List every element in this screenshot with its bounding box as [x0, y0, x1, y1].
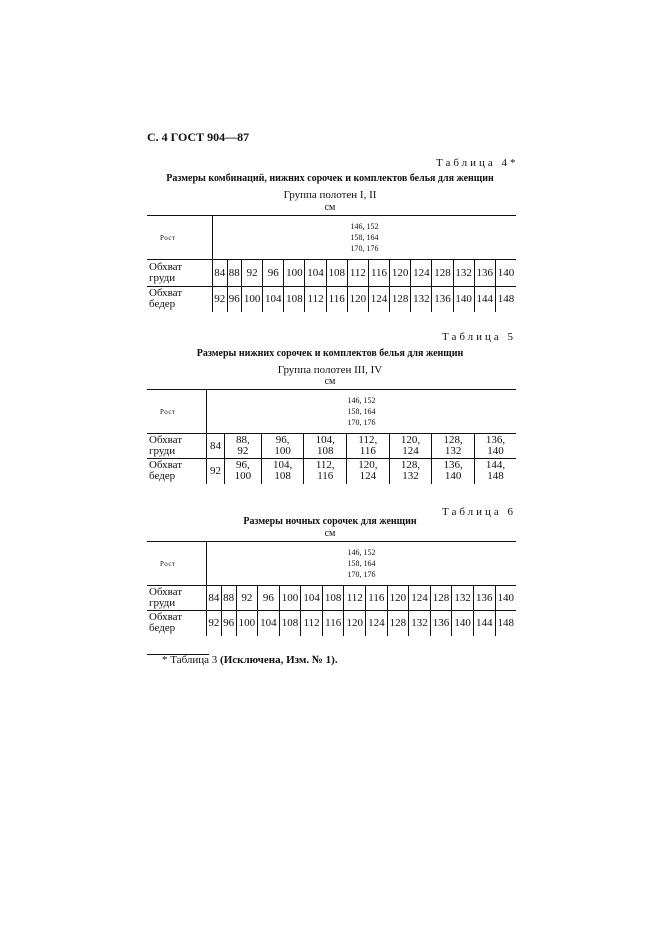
table-cell: 120, 124 — [347, 459, 390, 484]
table-cell: 100 — [242, 287, 263, 312]
height-line: 146, 152 — [347, 548, 376, 557]
table4-unit: см — [324, 202, 336, 213]
table-cell: 148 — [495, 287, 516, 312]
table-cell: 120 — [347, 287, 368, 312]
table4-label: Таблица 4* — [436, 157, 519, 169]
table-cell: 112 — [347, 260, 368, 287]
table-cell: 140 — [495, 586, 516, 611]
table-cell: 100 — [284, 260, 305, 287]
table6-label: Таблица 6 — [442, 506, 517, 518]
footnote — [162, 654, 338, 666]
table-cell: 104 — [263, 287, 284, 312]
footnote-bold: (Исключена, Изм. № 1). — [220, 654, 338, 666]
table-cell: 92 — [213, 287, 228, 312]
table-cell: 84 — [207, 434, 225, 459]
row-label — [147, 434, 207, 459]
table-cell: 100 — [279, 586, 301, 611]
table-cell: 148 — [495, 611, 516, 636]
table-cell: 124 — [366, 611, 388, 636]
table-cell: 136 — [430, 611, 452, 636]
height-line: 146, 152 — [347, 396, 376, 405]
height-line: 170, 176 — [350, 244, 379, 253]
table6 — [147, 541, 516, 636]
table5-unit: см — [324, 376, 336, 387]
table-cell: 96 — [263, 260, 284, 287]
table-cell: 116 — [366, 586, 388, 611]
height-line: 158, 164 — [347, 407, 376, 416]
row-label-line: Обхват — [149, 434, 183, 446]
table-cell: 108 — [326, 260, 347, 287]
heights-cell — [213, 216, 517, 260]
table-cell: 104 — [258, 611, 280, 636]
table-cell: 132 — [409, 611, 431, 636]
table-cell: 96 — [227, 287, 242, 312]
table-cell: 112, 116 — [304, 459, 347, 484]
table-cell: 128 — [390, 287, 411, 312]
table-cell: 132 — [411, 287, 432, 312]
table-cell: 124 — [409, 586, 431, 611]
row-label — [147, 459, 207, 484]
height-line: 170, 176 — [347, 418, 376, 427]
table-cell: 140 — [495, 260, 516, 287]
page-header: С. 4 ГОСТ 904—87 — [147, 130, 250, 144]
table-cell: 128 — [430, 586, 452, 611]
table-cell: 120 — [387, 586, 409, 611]
table-cell: 136, 140 — [474, 434, 516, 459]
table-cell: 112 — [301, 611, 323, 636]
table-cell: 128 — [387, 611, 409, 636]
table-cell: 140 — [453, 287, 474, 312]
table-cell: 140 — [452, 611, 474, 636]
table-cell: 96 — [221, 611, 236, 636]
row-label-line: бедер — [149, 622, 176, 635]
table-cell: 96, 100 — [225, 459, 262, 484]
table-cell: 108 — [279, 611, 301, 636]
table-cell: 88, 92 — [225, 434, 262, 459]
table-cell: 96, 100 — [261, 434, 304, 459]
table-cell: 124 — [411, 260, 432, 287]
table-cell: 120 — [390, 260, 411, 287]
row-label-line: бедер — [149, 470, 176, 483]
row-label — [147, 287, 213, 312]
row-label — [147, 611, 207, 636]
table-cell: 112, 116 — [347, 434, 390, 459]
rost-label: Рост — [147, 542, 207, 586]
table-cell: 132 — [453, 260, 474, 287]
row-label-line: груди — [149, 597, 176, 609]
row-label-line: Обхват — [149, 287, 183, 300]
row-label — [147, 586, 207, 611]
table-cell: 116 — [368, 260, 389, 287]
table-cell: 136 — [432, 287, 453, 312]
table-cell: 136, 140 — [432, 459, 475, 484]
row-label-line: груди — [149, 445, 176, 457]
table-cell: 104, 108 — [261, 459, 304, 484]
table-cell: 92 — [242, 260, 263, 287]
table-cell: 116 — [326, 287, 347, 312]
table-cell: 92 — [207, 611, 222, 636]
table-cell: 104 — [305, 260, 326, 287]
table6-unit: см — [324, 528, 336, 539]
rost-label: Рост — [147, 216, 213, 260]
table-cell: 128, 132 — [432, 434, 475, 459]
height-line: 158, 164 — [350, 233, 379, 242]
table-cell: 88 — [227, 260, 242, 287]
table-cell: 108 — [322, 586, 344, 611]
table-cell: 100 — [236, 611, 258, 636]
table-cell: 104 — [301, 586, 323, 611]
table-cell: 84 — [207, 586, 222, 611]
table-cell: 124 — [368, 287, 389, 312]
row-label — [147, 260, 213, 287]
table-cell: 112 — [305, 287, 326, 312]
table-cell: 128 — [432, 260, 453, 287]
row-label-line: Обхват — [149, 611, 183, 624]
table-cell: 120, 124 — [389, 434, 432, 459]
table4-subtitle: Группа полотен I, II — [283, 189, 377, 201]
height-line: 146, 152 — [350, 222, 379, 231]
table5-label: Таблица 5 — [442, 331, 517, 343]
table-cell: 92 — [236, 586, 258, 611]
table-cell: 108 — [284, 287, 305, 312]
table-cell: 136 — [474, 260, 495, 287]
row-label-line: Обхват — [149, 261, 183, 273]
height-line: 158, 164 — [347, 559, 376, 568]
table4 — [147, 215, 516, 312]
table-cell: 144, 148 — [474, 459, 516, 484]
rost-label: Рост — [147, 390, 207, 434]
heights-cell — [207, 542, 517, 586]
table6-title: Размеры ночных сорочек для женщин — [243, 516, 417, 527]
row-label-line: груди — [149, 272, 176, 284]
heights-cell — [207, 390, 517, 434]
table-cell: 144 — [474, 287, 495, 312]
footnote-prefix: * Таблица 3 — [162, 654, 221, 666]
table-cell: 120 — [344, 611, 366, 636]
table-cell: 92 — [207, 459, 225, 484]
table-cell: 144 — [473, 611, 495, 636]
table-cell: 84 — [213, 260, 228, 287]
row-label-line: Обхват — [149, 459, 183, 472]
table-cell: 116 — [322, 611, 344, 636]
height-line: 170, 176 — [347, 570, 376, 579]
table-cell: 136 — [473, 586, 495, 611]
table-cell: 96 — [258, 586, 280, 611]
row-label-line: Обхват — [149, 586, 183, 598]
row-label-line: бедер — [149, 298, 176, 311]
table4-title: Размеры комбинаций, нижних сорочек и комплектов белья для женщин — [166, 173, 494, 184]
table-cell: 128, 132 — [389, 459, 432, 484]
table-cell: 88 — [221, 586, 236, 611]
table5-title: Размеры нижних сорочек и комплектов белья для женщин — [196, 348, 464, 359]
table5-subtitle: Группа полотен III, IV — [277, 364, 383, 376]
table5 — [147, 389, 516, 484]
table-cell: 112 — [344, 586, 366, 611]
table-cell: 132 — [452, 586, 474, 611]
table-cell: 104, 108 — [304, 434, 347, 459]
